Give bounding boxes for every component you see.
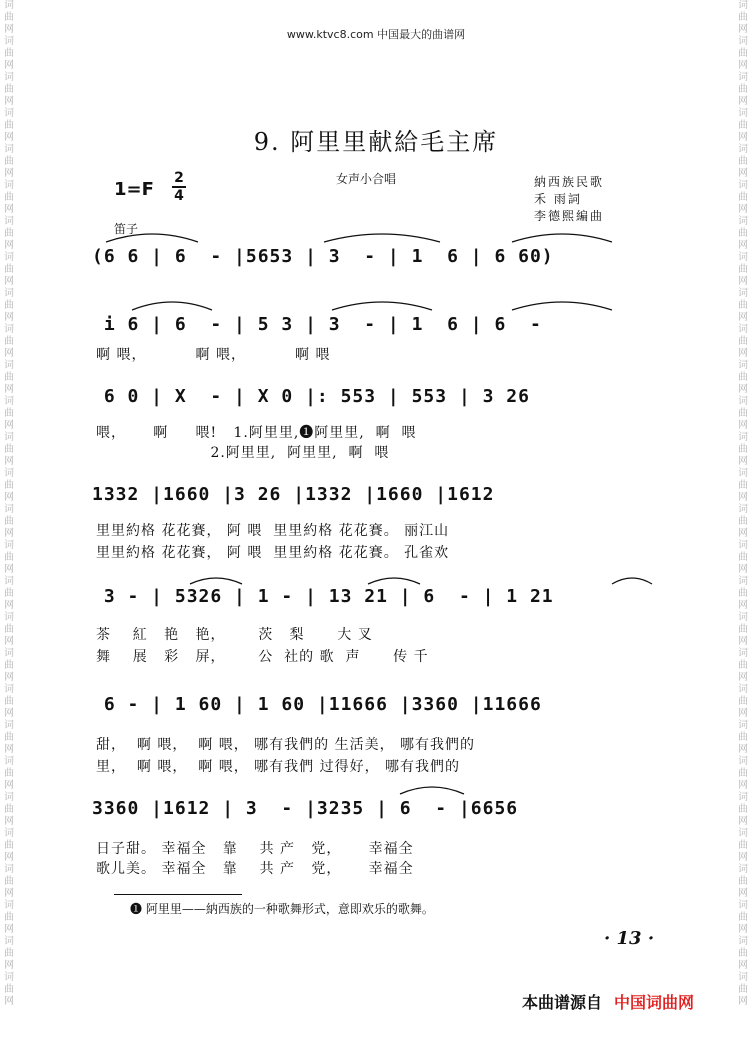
lyrics-line-6a: 甜， 啊 喂， 啊 喂， 哪有我們的 生活美， 哪有我們的 [96,737,476,753]
source-brand-link[interactable]: 中国词曲网 [614,993,695,1012]
notation-line-3: 6 0 | X - | X 0 |: 553 | 553 | 3 26 [92,386,542,407]
score-line-4 [92,466,662,526]
notation-line-5: 3 - | 5326 | 1 - | 13 21 | 6 - | 1 21 [92,586,566,607]
time-sig-top: 2 [174,170,184,186]
watermark-left: 词曲网词曲网词曲网词曲网词曲网词曲网词曲网词曲网词曲网词曲网词曲网词曲网词曲网词曲网词曲网词曲网词曲网词曲网词曲网词曲网词曲网词曲网词曲网词曲网词曲网词曲网词曲网词曲网 [4,0,14,1007]
notation-line-2: i 6 | 6 - | 5 3 | 3 - | 1 6 | 6 - [92,314,554,335]
header-url: www.ktvc8.com 中国最大的曲谱网 [286,28,466,41]
watermark-right: 词曲网词曲网词曲网词曲网词曲网词曲网词曲网词曲网词曲网词曲网词曲网词曲网词曲网词曲网词曲网词曲网词曲网词曲网词曲网词曲网词曲网词曲网词曲网词曲网词曲网词曲网词曲网词曲网 [738,0,748,1007]
lyrics-line-5a: 茶 紅 艳 艳， 茨 梨 大 叉 [96,627,373,643]
time-signature [172,170,186,204]
score-line-7 [92,780,662,840]
credit-folk: 納西族民歌 [534,175,605,189]
lyrics-line-5b: 舞 展 彩 屏， 公 社的 歌 声 传 千 [96,649,429,665]
source-label: 本曲谱源自 [522,993,603,1012]
footnote: ❶ 阿里里——納西族的一种歌舞形式，意即欢乐的歌舞。 [130,902,434,916]
instrument-label: 笛子 [114,222,139,236]
score-line-3 [92,368,662,428]
song-title: 9. 阿里里献給毛主席 [253,128,499,156]
lyrics-line-4b: 里里約格 花花賽， 阿 喂 里里約格 花花賽。 孔雀欢 [96,545,450,561]
lyrics-line-2: 啊 喂， 啊 喂， 啊 喂 [96,347,331,363]
credit-arranger: 李德熙編曲 [534,209,605,223]
notation-line-4: 1332 |1660 |3 26 |1332 |1660 |1612 [92,484,507,505]
lyrics-line-6b: 里， 啊 喂， 啊 喂， 哪有我們 过得好， 哪有我們的 [96,759,461,775]
time-sig-bottom: 4 [174,188,184,204]
key-signature: 1=F [114,179,154,200]
voice-type: 女声小合唱 [336,172,397,186]
source-credit [522,990,694,1013]
page-number: · 13 · [604,928,655,949]
lyrics-line-7b: 歌儿美。 幸福全 靠 共 产 党， 幸福全 [96,861,414,877]
notation-line-1: (6 6 | 6 - |5653 | 3 - | 1 6 | 6 60) [92,246,554,267]
score-line-6 [92,676,662,736]
lyrics-line-3b: 2.阿里里, 阿里里, 啊 喂 [96,445,390,461]
lyrics-line-7a: 日子甜。 幸福全 靠 共 产 党， 幸福全 [96,841,414,857]
footnote-rule [114,894,242,895]
score-line-5 [92,568,662,628]
lyrics-line-3a: 喂， 啊 喂! 1.阿里里,❶阿里里, 啊 喂 [96,425,417,441]
credit-lyricist: 禾 雨詞 [534,192,582,206]
lyrics-line-4a: 里里約格 花花賽， 阿 喂 里里約格 花花賽。 丽江山 [96,523,450,539]
score-line-1 [92,228,662,288]
notation-line-7: 3360 |1612 | 3 - |3235 | 6 - |6656 [92,798,530,819]
notation-line-6: 6 - | 1 60 | 1 60 |11666 |3360 |11666 [92,694,542,715]
